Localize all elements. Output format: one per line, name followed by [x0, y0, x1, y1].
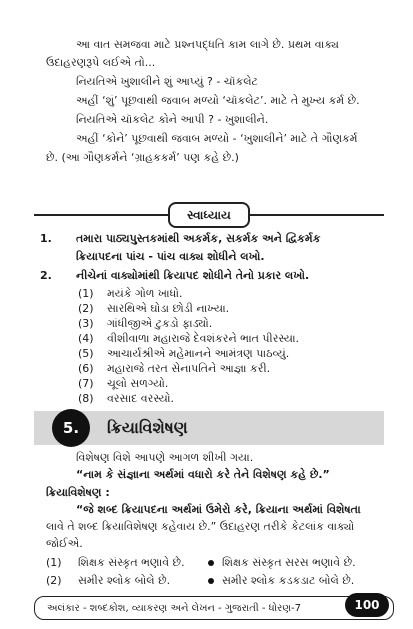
item-text: ચૂલો સળગ્યો.: [107, 377, 169, 390]
question-1-line-1: તમારા પાઠ્યપુસ્તકમાંથી અકર્મક, સકર્મક અને દ્વિકર્મક: [76, 232, 321, 245]
question-1-number: 1.: [40, 232, 52, 245]
definition-line-1: “જે શબ્દ ક્રિયાપદના અર્થમાં ઉમેરો કરે, ક્રિયાના અર્થમાં વિશેષતા: [76, 503, 361, 516]
question-1-line-2: ક્રિયાપદના પાંચ - પાંચ વાક્ય શોધીને લખો.: [76, 250, 265, 263]
item-number: (1): [78, 287, 94, 300]
section-title: ક્રિયાવિશેષણ: [107, 418, 188, 437]
question-2-number: 2.: [40, 269, 52, 282]
example-right: સમીર શ્લોક કડકડાટ બોલે છે.: [222, 574, 355, 587]
body-line-1: વિશેષણ વિશે આપણે આગળ શીખી ગયા.: [76, 451, 254, 464]
example-left: સમીર શ્લોક બોલે છે.: [78, 574, 171, 587]
intro-line-5: નિયતિએ ચૉકલેટ કોને આપી ? - ખુશાલીને.: [76, 113, 269, 126]
example-left: શિક્ષક સંસ્કૃત ભણાવે છે.: [78, 556, 185, 569]
item-text: ગાંધીજીએ ટુકડો ફાડ્યો.: [107, 317, 213, 330]
bullet-icon: [208, 578, 214, 584]
example-number: (1): [46, 556, 62, 569]
intro-line-4: અહીં ‘શું’ પૂછવાથી જવાબ મળ્યો ‘ચૉકલેટ’. માટે તે મુખ્ય કર્મ છે.: [76, 94, 360, 107]
item-number: (5): [78, 347, 94, 360]
intro-line-3: નિયતિએ ખુશાલીને શું આપ્યું ? - ચૉકલેટ: [76, 75, 258, 88]
intro-line-7: છે. (આ ગૌણકર્મને ‘ગ્રાહકકર્મ’ પણ કહે છે.): [46, 151, 239, 164]
item-text: મયંકે ગોળ ખાધો.: [107, 287, 183, 300]
item-number: (4): [78, 332, 94, 345]
item-number: (7): [78, 377, 94, 390]
body-line-2: “નામ કે સંજ્ઞાના અર્થમાં વધારો કરે તેને વિશેષણ કહે છે.”: [76, 468, 330, 481]
item-number: (3): [78, 317, 94, 330]
item-number: (6): [78, 362, 94, 375]
kriyavisheshan-heading: ક્રિયાવિશેષણ :: [46, 486, 110, 499]
question-2-text: નીચેનાં વાક્યોમાંથી ક્રિયાપદ શોધીને તેનો પ્રકાર લખો.: [76, 269, 310, 282]
section-number-badge: 5.: [52, 409, 90, 447]
item-text: વીશીવાળા મહારાજે દેવશંકરને ભાત પીરસ્યા.: [107, 332, 300, 345]
page-number-badge: 100: [345, 593, 389, 617]
example-right: શિક્ષક સંસ્કૃત સરસ ભણાવે છે.: [222, 556, 356, 569]
intro-line-6: અહીં ‘કોને’ પૂછવાથી જવાબ મળ્યો - ‘ખુશાલીને’ માટે તે ગૌણકર્મ: [76, 132, 358, 145]
definition-line-2: લાવે તે શબ્દ ક્રિયાવિશેષણ કહેવાય છે.” ઉદાહરણ તરીકે કેટલાંક વાક્યો: [46, 520, 355, 533]
example-number: (2): [46, 574, 62, 587]
page-footer: [34, 596, 394, 620]
item-number: (8): [78, 392, 94, 405]
item-number: (2): [78, 302, 94, 315]
item-text: મહારાજે તરત સેનાપતિને આજ્ઞા કરી.: [107, 362, 271, 375]
intro-line-2: ઉદાહરણરૂપે લઈએ તો...: [46, 56, 156, 69]
item-text: આચાર્યશ્રીએ મહેમાનને આમંત્રણ પાઠવ્યું.: [107, 347, 290, 360]
definition-line-3: જોઈએ.: [46, 537, 83, 550]
footer-text: અલંકાર - શબ્દકોશ, વ્યાકરણ અને લેખન - ગુજરાતી - ધોરણ-7: [47, 602, 302, 614]
intro-line-1: આ વાત સમજવા માટે પ્રશ્નપદ્ધતિ કામ લાગે છે. પ્રથમ વાક્ય: [76, 38, 339, 51]
bullet-icon: [208, 560, 214, 566]
svadhyay-heading: સ્વાધ્યાય: [168, 202, 250, 228]
item-text: વરસાદ વરસ્યો.: [107, 392, 175, 405]
item-text: સારથિએ ઘોડા છોડી નાખ્યા.: [107, 302, 230, 315]
